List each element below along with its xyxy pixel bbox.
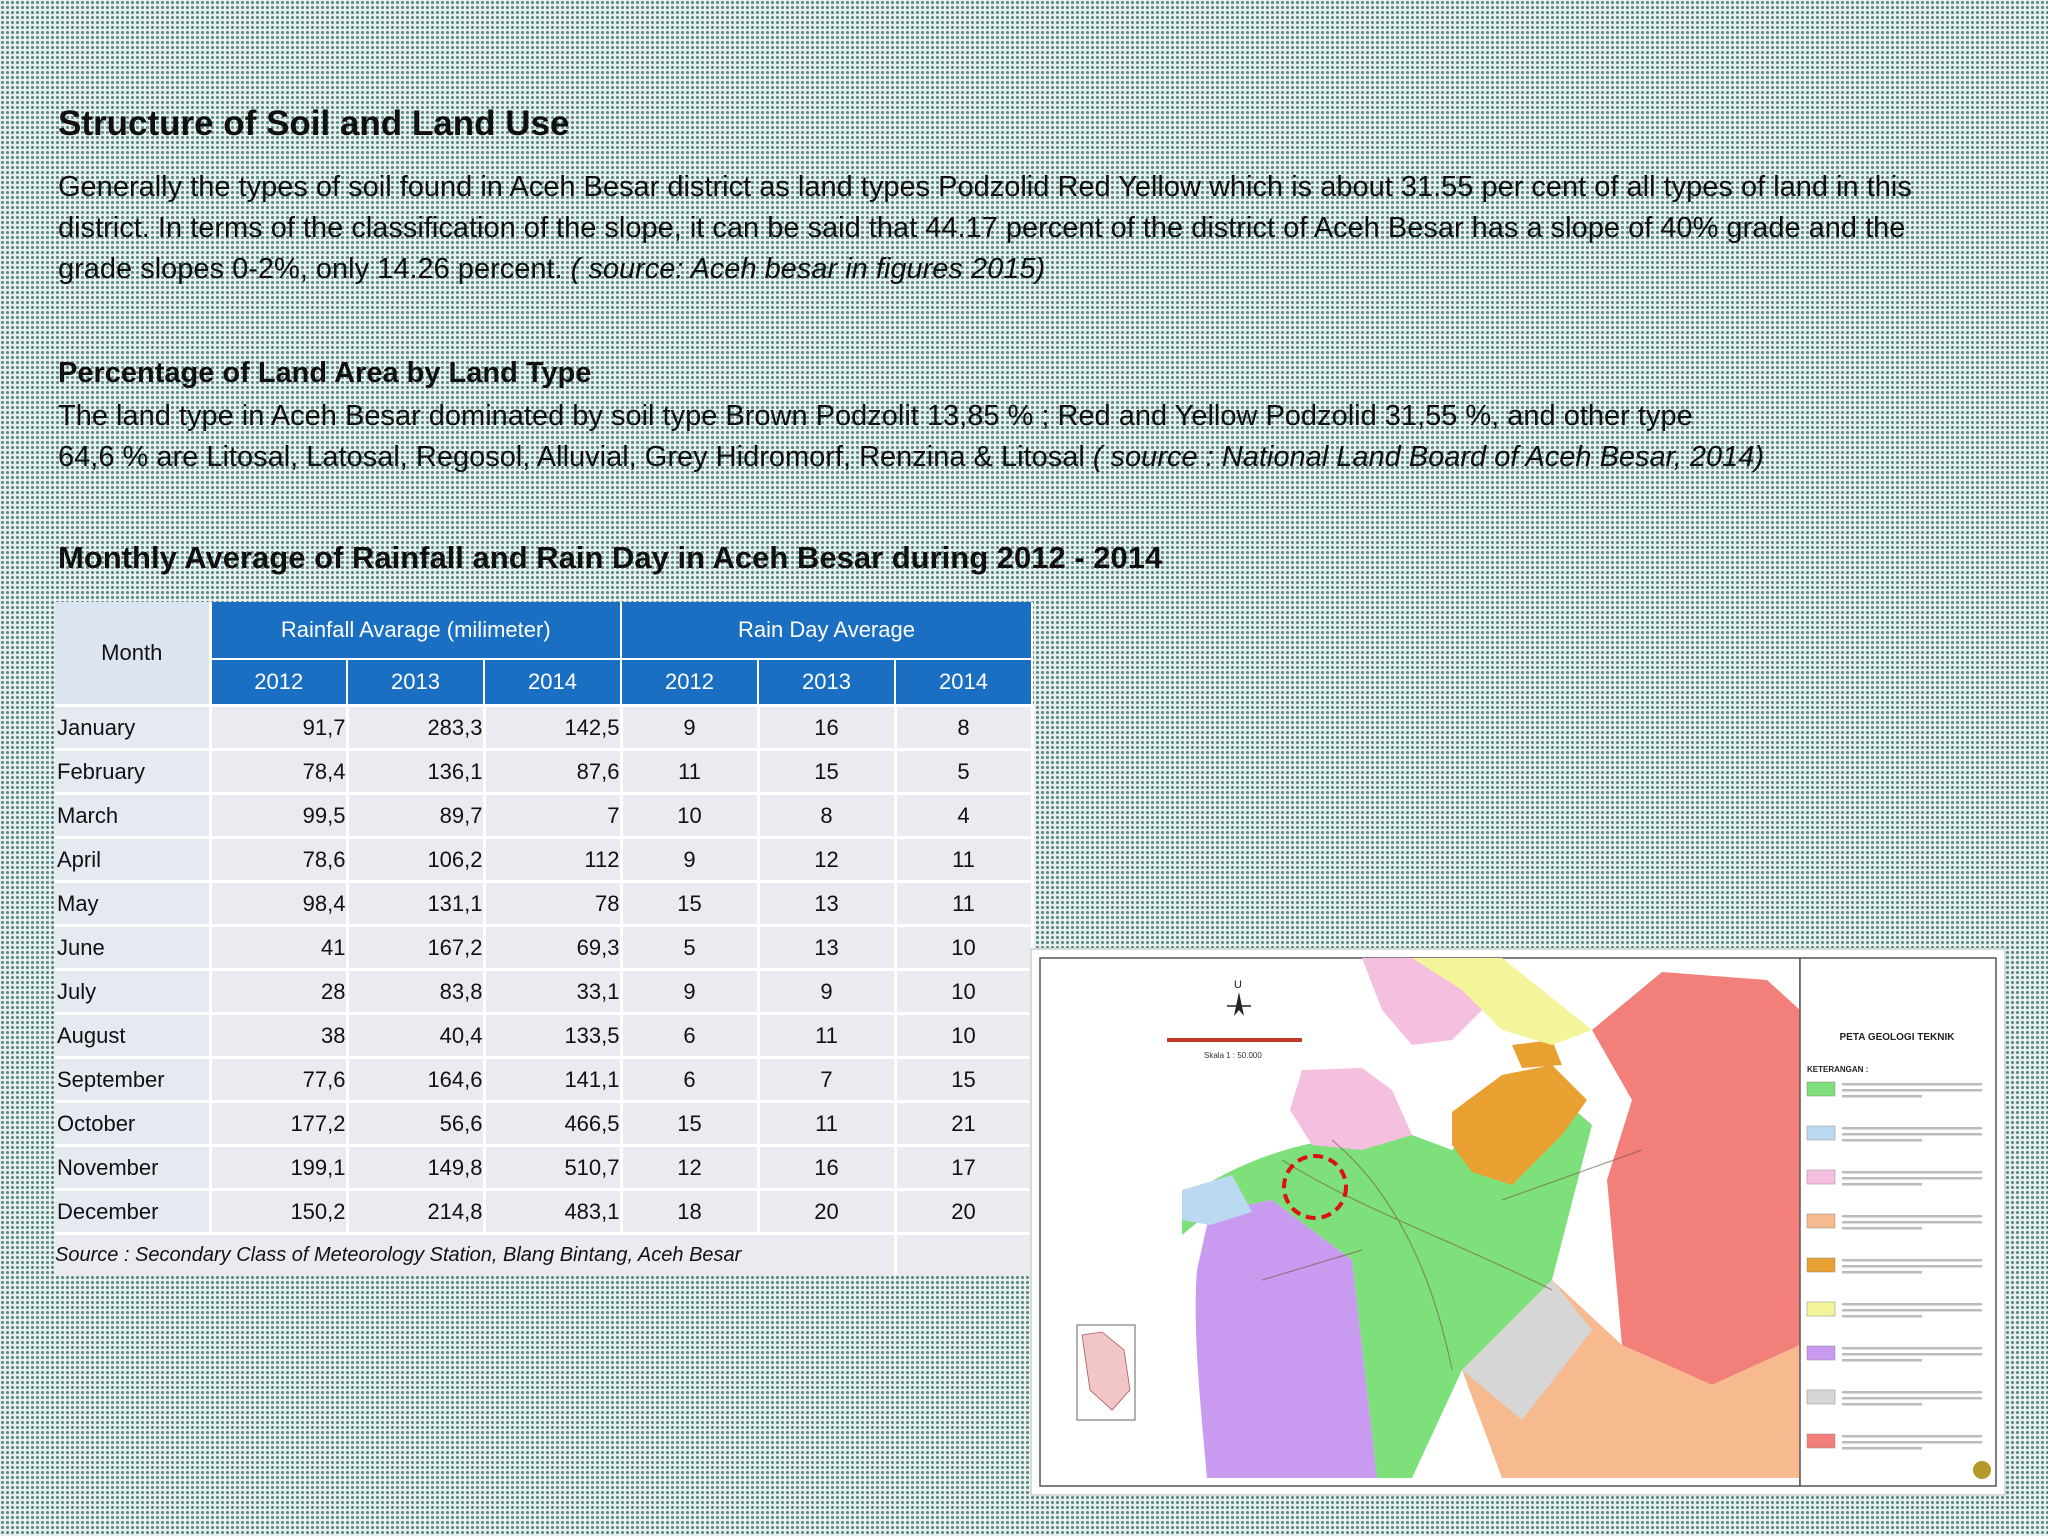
rainday-2012-cell: 9 [621,706,758,750]
rainfall-2012-cell: 98,4 [210,882,347,926]
rainfall-2013-cell: 149,8 [347,1146,484,1190]
month-cell: November [55,1146,210,1190]
legend-text-line [1842,1095,1922,1098]
rainday-2013-cell: 8 [758,794,895,838]
year-header: 2012 [621,659,758,706]
legend-swatch [1807,1434,1835,1448]
legend-text-line [1842,1447,1922,1450]
rainday-2012-cell: 11 [621,750,758,794]
month-cell: January [55,706,210,750]
table-row [55,926,1032,970]
rainfall-2012-cell: 99,5 [210,794,347,838]
month-cell: December [55,1190,210,1234]
table-row [55,882,1032,926]
table-source-note: Source : Secondary Class of Meteorology Station, Blang Bintang, Aceh Besar [55,1234,895,1276]
rainfall-2014-cell: 466,5 [484,1102,621,1146]
land-type-source: ( source : National Land Board of Aceh Besar, 2014) [1092,441,1765,473]
legend-text-line [1842,1271,1922,1274]
legend-text-line [1842,1435,1982,1438]
emblem-icon [1973,1461,1991,1479]
table-row [55,750,1032,794]
month-column-header: Month [55,602,210,706]
rainday-2013-cell: 16 [758,1146,895,1190]
legend-text-line [1842,1139,1922,1142]
rainday-2012-cell: 6 [621,1058,758,1102]
scale-bar [1167,1038,1302,1042]
rainday-2013-cell: 13 [758,926,895,970]
year-header: 2012 [210,659,347,706]
geology-map [1030,948,2006,1496]
rainday-2014-cell: 21 [895,1102,1032,1146]
legend-text-line [1842,1183,1922,1186]
rainday-2013-cell: 15 [758,750,895,794]
rainfall-2013-cell: 56,6 [347,1102,484,1146]
rainday-2014-cell: 8 [895,706,1032,750]
legend-text-line [1842,1177,1982,1180]
rainday-2014-cell: 11 [895,882,1032,926]
rainday-2013-cell: 11 [758,1102,895,1146]
month-cell: September [55,1058,210,1102]
rainfall-2013-cell: 167,2 [347,926,484,970]
rainfall-2013-cell: 214,8 [347,1190,484,1234]
rainday-2013-cell: 11 [758,1014,895,1058]
month-cell: June [55,926,210,970]
rainfall-2014-cell: 69,3 [484,926,621,970]
soil-paragraph [58,167,1958,290]
legend-text-line [1842,1353,1982,1356]
rainday-2013-cell: 20 [758,1190,895,1234]
month-cell: August [55,1014,210,1058]
rainday-2013-cell: 16 [758,706,895,750]
legend-text-line [1842,1397,1982,1400]
land-type-line1: The land type in Aceh Besar dominated by soil type Brown Podzolit 13,85 % ; Red and Yellow Podzolid 31,55 %, and other type [58,400,1693,432]
rainfall-2013-cell: 136,1 [347,750,484,794]
rainfall-table [55,602,1034,1275]
legend-text-line [1842,1083,1982,1086]
soil-source: ( source: Aceh besar in figures 2015) [570,253,1046,285]
legend-text-line [1842,1227,1922,1230]
legend-text-line [1842,1259,1982,1262]
month-cell: March [55,794,210,838]
year-header: 2013 [758,659,895,706]
rainfall-2013-cell: 40,4 [347,1014,484,1058]
rainfall-2013-cell: 83,8 [347,970,484,1014]
rainfall-2012-cell: 91,7 [210,706,347,750]
table-source-blank [895,1234,1032,1276]
legend-text-line [1842,1265,1982,1268]
legend-swatch [1807,1302,1835,1316]
year-header: 2014 [484,659,621,706]
rainfall-2013-cell: 106,2 [347,838,484,882]
rainfall-2014-cell: 483,1 [484,1190,621,1234]
legend-swatch [1807,1258,1835,1272]
legend-text-line [1842,1171,1982,1174]
rainday-2014-cell: 15 [895,1058,1032,1102]
rainfall-2012-cell: 199,1 [210,1146,347,1190]
legend-text-line [1842,1303,1982,1306]
month-cell: May [55,882,210,926]
soil-body: Generally the types of soil found in Aceh Besar district as land types Podzolid Red Yellow which is about 31.55 per cent of all types of land in this district. In terms of the classification of the slope, it can be said that 44.17 percent of the district of Aceh Besar has a slope of 40% grade and the grade slopes 0-2%, only 14.26 percent. [58,171,1912,285]
rainday-2012-cell: 6 [621,1014,758,1058]
year-header: 2013 [347,659,484,706]
table-body [55,706,1032,1234]
land-type-paragraph [58,396,1958,478]
legend-swatch [1807,1126,1835,1140]
section-title-rainfall: Monthly Average of Rainfall and Rain Day in Aceh Besar during 2012 - 2014 [58,540,1163,575]
legend-swatch [1807,1390,1835,1404]
month-cell: October [55,1102,210,1146]
rainday-2013-cell: 7 [758,1058,895,1102]
legend-text-line [1842,1315,1922,1318]
rainfall-2012-cell: 177,2 [210,1102,347,1146]
table-row [55,706,1032,750]
rainday-2014-cell: 10 [895,970,1032,1014]
legend-text-line [1842,1347,1982,1350]
legend-text-line [1842,1403,1922,1406]
rainfall-2012-cell: 150,2 [210,1190,347,1234]
legend-text-line [1842,1309,1982,1312]
rainfall-2014-cell: 112 [484,838,621,882]
rainday-2014-cell: 4 [895,794,1032,838]
legend-text-line [1842,1089,1982,1092]
rainfall-2012-cell: 77,6 [210,1058,347,1102]
land-type-line2: 64,6 % are Litosal, Latosal, Regosol, Alluvial, Grey Hidromorf, Renzina & Litosal [58,441,1085,473]
rainfall-group-header: Rainfall Avarage (milimeter) [210,602,621,659]
legend-text-line [1842,1127,1982,1130]
section-title-land-type: Percentage of Land Area by Land Type [58,357,592,389]
legend-text-line [1842,1221,1982,1224]
rainday-2014-cell: 5 [895,750,1032,794]
rainfall-2014-cell: 141,1 [484,1058,621,1102]
legend-text-line [1842,1133,1982,1136]
year-header: 2014 [895,659,1032,706]
rainday-2014-cell: 17 [895,1146,1032,1190]
legend-swatch [1807,1346,1835,1360]
rainfall-2014-cell: 133,5 [484,1014,621,1058]
rainday-2012-cell: 9 [621,970,758,1014]
legend-text-line [1842,1215,1982,1218]
rainfall-2012-cell: 28 [210,970,347,1014]
table-row [55,1146,1032,1190]
section-title-soil: Structure of Soil and Land Use [58,104,570,143]
rainfall-2014-cell: 78 [484,882,621,926]
legend-text-line [1842,1359,1922,1362]
table-row [55,838,1032,882]
rainday-2013-cell: 13 [758,882,895,926]
legend-title: PETA GEOLOGI TEKNIK [1839,1032,1955,1043]
table-row [55,1058,1032,1102]
table-row [55,1102,1032,1146]
rainfall-2014-cell: 7 [484,794,621,838]
rainday-2012-cell: 10 [621,794,758,838]
rainday-2012-cell: 18 [621,1190,758,1234]
rainday-2014-cell: 11 [895,838,1032,882]
rainday-2012-cell: 15 [621,1102,758,1146]
legend-header: KETERANGAN : [1807,1065,1869,1074]
table-row [55,1190,1032,1234]
scale-label: Skala 1 : 50.000 [1204,1051,1262,1060]
legend-swatch [1807,1082,1835,1096]
rainfall-2012-cell: 78,6 [210,838,347,882]
rainday-2013-cell: 12 [758,838,895,882]
rainfall-2013-cell: 283,3 [347,706,484,750]
rainday-2014-cell: 10 [895,926,1032,970]
rainfall-2014-cell: 33,1 [484,970,621,1014]
rainfall-2012-cell: 41 [210,926,347,970]
rainfall-2014-cell: 510,7 [484,1146,621,1190]
legend-swatch [1807,1214,1835,1228]
geology-map-drawing [1032,950,2004,1494]
rainday-group-header: Rain Day Average [621,602,1032,659]
rainday-2012-cell: 9 [621,838,758,882]
rainfall-2012-cell: 78,4 [210,750,347,794]
rainfall-2013-cell: 164,6 [347,1058,484,1102]
month-cell: July [55,970,210,1014]
rainfall-2012-cell: 38 [210,1014,347,1058]
north-label: U [1234,979,1242,991]
month-cell: April [55,838,210,882]
legend-swatch [1807,1170,1835,1184]
table-row [55,794,1032,838]
rainfall-2013-cell: 89,7 [347,794,484,838]
rainfall-2013-cell: 131,1 [347,882,484,926]
region-salmon [1592,972,1800,1385]
rainfall-2014-cell: 87,6 [484,750,621,794]
rainday-2013-cell: 9 [758,970,895,1014]
legend-text-line [1842,1441,1982,1444]
rainday-2014-cell: 10 [895,1014,1032,1058]
legend-text-line [1842,1391,1982,1394]
table-row [55,970,1032,1014]
table-row [55,1014,1032,1058]
rainday-2014-cell: 20 [895,1190,1032,1234]
rainday-2012-cell: 5 [621,926,758,970]
month-cell: February [55,750,210,794]
rainday-2012-cell: 15 [621,882,758,926]
rainday-2012-cell: 12 [621,1146,758,1190]
rainfall-2014-cell: 142,5 [484,706,621,750]
